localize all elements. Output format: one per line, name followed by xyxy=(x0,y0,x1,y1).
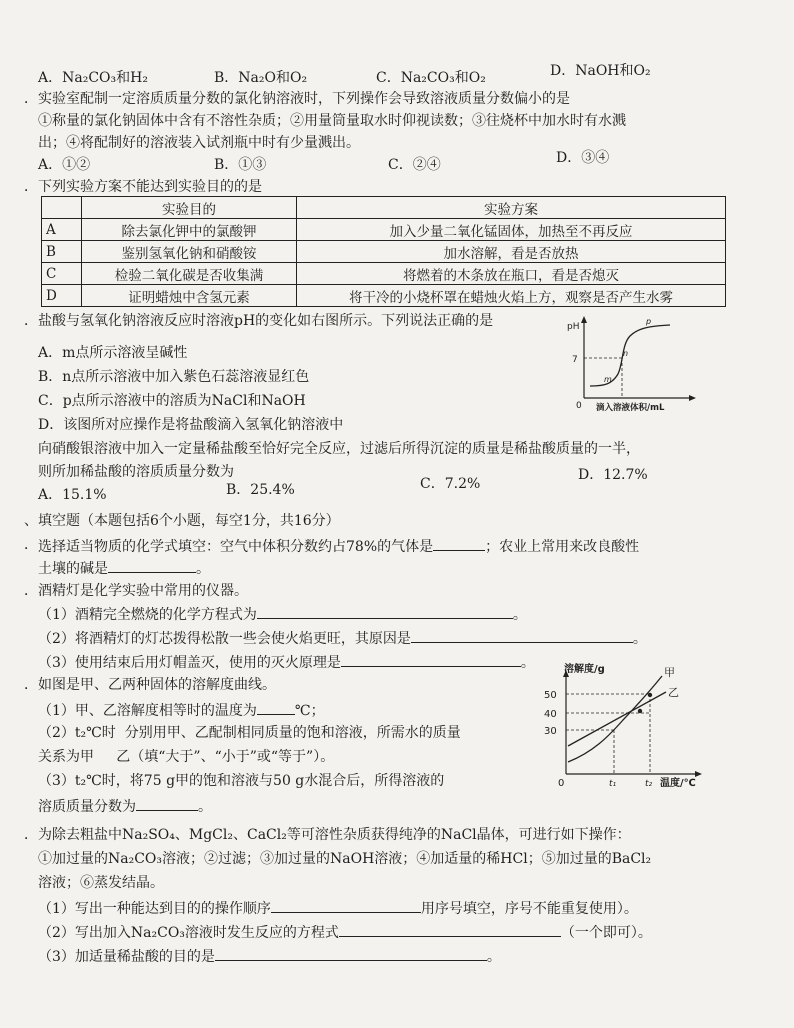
q-formula-line2-text: 土壤的碱是 xyxy=(38,561,108,577)
answer-blank-equation[interactable] xyxy=(257,604,513,619)
q-solub-sub3-end: 。 xyxy=(198,799,212,815)
q-solub-sub2b xyxy=(38,748,334,766)
q-agno3-option-c: C．7.2% xyxy=(420,476,481,492)
answer-blank-gas[interactable] xyxy=(433,536,485,551)
table-cell: 除去氯化钾中的氯酸钾 xyxy=(82,219,297,241)
q-agno3-option-b: B．25.4% xyxy=(226,482,295,498)
q-solub-stem: 如图是甲、乙两种固体的溶解度曲线。 xyxy=(38,677,276,693)
table-cell: 证明蜡烛中含氢元素 xyxy=(82,285,297,307)
ph-x-label: 滴入溶液体积/mL xyxy=(596,403,665,413)
q-table-stem: 下列实验方案不能达到实验目的的是 xyxy=(38,179,262,195)
table-cell: 加水溶解，看是否放热 xyxy=(297,241,726,263)
ph-point-p: p xyxy=(646,317,652,326)
ph-y-label: pH xyxy=(567,322,580,332)
sol-x-arrow xyxy=(695,771,702,777)
q-formula-line1b: ；农业上常用来改良酸性 xyxy=(485,539,640,555)
experiment-table xyxy=(41,196,726,307)
q-lamp-sub2 xyxy=(38,628,647,648)
q-formula-end: 。 xyxy=(196,561,210,577)
table-cell: B xyxy=(42,241,82,263)
q-salt-sub1-text: （1）写出一种能达到目的的操作顺序 xyxy=(38,901,271,917)
q-nacl-stem: 实验室配制一定溶质质量分数的氯化钠溶液时，下列操作会导致溶液质量分数偏小的是 xyxy=(38,91,570,107)
q-salt-sub2-hint: （一个即可）。 xyxy=(560,925,652,941)
solubility-graph xyxy=(538,662,714,790)
q-solub-sub2-hint: 乙（填“大于”、“小于”或“等于”）。 xyxy=(116,749,335,765)
answer-blank-purpose[interactable] xyxy=(215,946,487,961)
q-salt-line1: 为除去粗盐中Na₂SO₄、MgCl₂、CaCl₂等可溶性杂质获得纯净的NaCl晶体，可进行如下操作： xyxy=(38,827,631,843)
table-cell: 加入少量二氧化锰固体，加热至不再反应 xyxy=(297,219,726,241)
q-ph-number: ． xyxy=(24,313,38,329)
q-formula-line1 xyxy=(38,536,639,556)
q-lamp-number: ． xyxy=(24,583,38,599)
q-solub-sub2-relation: 关系为甲 xyxy=(38,749,94,765)
table-row xyxy=(42,285,726,307)
sol-x-tick-t2: t₂ xyxy=(645,779,653,789)
ph-curve-graph xyxy=(560,314,700,414)
section-number: 、 xyxy=(24,513,38,529)
q-salt-sub3-text: （3）加适量稀盐酸的目的是 xyxy=(38,949,215,965)
q-formula-line1a: 选择适当物质的化学式填空：空气中体积分数约占78%的气体是 xyxy=(38,539,434,555)
q-ph-stem: 盐酸与氢氧化钠溶液反应时溶液pH的变化如右图所示。下列说法正确的是 xyxy=(38,313,494,329)
section-title: 填空题（本题包括6个小题，每空1分，共16分） xyxy=(38,513,340,529)
q-nacl-option-a: A．①② xyxy=(38,157,91,173)
q-nacl-line2: ①称量的氯化钠固体中含有不溶性杂质；②用量筒量取水时仰视读数；③往烧杯中加水时有水溅 xyxy=(38,113,626,129)
q-lamp-sub2-end: 。 xyxy=(632,631,647,647)
q-solub-sub2a xyxy=(38,724,461,742)
answer-blank-reason[interactable] xyxy=(411,628,633,643)
sol-y-tick-40: 40 xyxy=(544,709,557,720)
q-nacl-option-b: B．①③ xyxy=(214,157,267,173)
q-salt-sub2-text: （2）写出加入Na₂CO₃溶液时发生反应的方程式 xyxy=(38,925,339,941)
q-solub-sub2-text: 分别用甲、乙配制相同质量的饱和溶液，所需水的质量 xyxy=(124,725,461,741)
sol-point-jia-t2 xyxy=(648,693,652,697)
q-salt-sub1-hint: 用序号填空，序号不能重复使用）。 xyxy=(420,901,638,917)
sol-origin: 0 xyxy=(558,778,565,789)
q-lamp-sub3-end: 。 xyxy=(520,655,535,671)
q-nacl-number: ． xyxy=(24,91,38,107)
prev-option-a: A．Na₂CO₃和H₂ xyxy=(38,70,148,86)
sol-curve-yi xyxy=(568,692,666,746)
table-header-row xyxy=(42,197,726,219)
table-cell: C xyxy=(42,263,82,285)
sol-x-tick-t1: t₁ xyxy=(609,779,617,789)
q-nacl-option-c: C．②④ xyxy=(388,157,441,173)
q-salt-sub1 xyxy=(38,898,638,918)
table-row xyxy=(42,263,726,285)
table-cell: 检验二氧化碳是否收集满 xyxy=(82,263,297,285)
table-header-cell: 实验方案 xyxy=(297,197,726,219)
q-salt-number: ． xyxy=(24,827,38,843)
sol-label-jia: 甲 xyxy=(664,666,675,679)
answer-blank-principle[interactable] xyxy=(341,652,521,667)
prev-option-d: D．NaOH和O₂ xyxy=(550,63,651,79)
table-cell: 鉴别氢氧化钠和硝酸铵 xyxy=(82,241,297,263)
q-formula-line2 xyxy=(38,558,210,578)
ph-y-arrow xyxy=(581,316,587,323)
answer-blank-base[interactable] xyxy=(108,558,196,573)
q-salt-sub3-end: 。 xyxy=(486,949,501,965)
ph-origin: 0 xyxy=(576,401,582,411)
ph-x-arrow xyxy=(689,395,696,401)
sol-x-label: 温度/℃ xyxy=(660,778,696,789)
q-salt-line3: 溶液；⑥蒸发结晶。 xyxy=(38,875,164,891)
q-solub-sub1-text: （1）甲、乙溶解度相等时的温度为 xyxy=(38,703,257,719)
table-cell: 将干冷的小烧杯罩在蜡烛火焰上方，观察是否产生水雾 xyxy=(297,285,726,307)
sol-y-tick-30: 30 xyxy=(544,726,557,737)
answer-blank-fraction[interactable] xyxy=(136,796,198,811)
answer-blank-reaction[interactable] xyxy=(339,922,561,937)
ph-y-tick-7: 7 xyxy=(572,355,578,365)
q-lamp-sub2-text: （2）将酒精灯的灯芯拨得松散一些会使火焰更旺，其原因是 xyxy=(38,631,411,647)
q-salt-sub2 xyxy=(38,922,652,942)
ph-point-n: n xyxy=(623,349,629,358)
q-solub-sub1-unit: ℃； xyxy=(294,703,325,719)
table-header-cell xyxy=(42,197,82,219)
table-row xyxy=(42,241,726,263)
ph-curve xyxy=(590,325,670,386)
q-ph-option-c: C．p点所示溶液中的溶质为NaCl和NaOH xyxy=(38,393,306,409)
q-lamp-stem: 酒精灯是化学实验中常用的仪器。 xyxy=(38,583,248,599)
q-lamp-sub1-end: 。 xyxy=(512,607,527,623)
answer-blank-order[interactable] xyxy=(271,898,421,913)
q-lamp-sub1-text: （1）酒精完全燃烧的化学方程式为 xyxy=(38,607,257,623)
q-solub-sub3b xyxy=(38,796,212,816)
q-agno3-line2: 则所加稀盐酸的溶质质量分数为 xyxy=(38,464,234,480)
q-lamp-sub1 xyxy=(38,604,527,624)
sol-y-tick-50: 50 xyxy=(544,690,557,701)
q-ph-option-b: B．n点所示溶液中加入紫色石蕊溶液显红色 xyxy=(38,369,310,385)
q-table-number: ． xyxy=(24,179,38,195)
sol-y-label: 溶解度/g xyxy=(564,664,605,675)
q-nacl-option-d: D．③④ xyxy=(556,150,610,166)
q-solub-sub1 xyxy=(38,700,325,720)
q-solub-sub3-text: 溶质质量分数为 xyxy=(38,799,136,815)
sol-label-yi: 乙 xyxy=(668,686,679,699)
q-agno3-option-a: A．15.1% xyxy=(38,487,107,503)
q-nacl-line3: 出；④将配制好的溶液装入试剂瓶中时有少量溅出。 xyxy=(38,135,360,151)
prev-option-b: B．Na₂O和O₂ xyxy=(214,70,308,86)
table-row xyxy=(42,219,726,241)
q-ph-option-a: A．m点所示溶液呈碱性 xyxy=(38,345,188,361)
ph-point-m: m xyxy=(604,375,612,384)
q-agno3-line1: 向硝酸银溶液中加入一定量稀盐酸至恰好完全反应，过滤后所得沉淀的质量是稀盐酸质量的一半， xyxy=(38,441,640,457)
q-lamp-sub3 xyxy=(38,652,535,672)
table-header-cell: 实验目的 xyxy=(82,197,297,219)
prev-option-c: C．Na₂CO₃和O₂ xyxy=(376,70,486,86)
q-solub-sub2-prefix: （2）t₂℃时 xyxy=(38,725,116,741)
answer-blank-temperature[interactable] xyxy=(257,700,295,715)
q-agno3-option-d: D．12.7% xyxy=(578,467,648,483)
table-cell: D xyxy=(42,285,82,307)
q-ph-option-d: D．该图所对应操作是将盐酸滴入氢氧化钠溶液中 xyxy=(38,417,344,433)
q-formula-number: ． xyxy=(24,537,38,553)
table-cell: A xyxy=(42,219,82,241)
q-lamp-sub3-text: （3）使用结束后用灯帽盖灭，使用的灭火原理是 xyxy=(38,655,341,671)
table-cell: 将燃着的木条放在瓶口，看是否熄灭 xyxy=(297,263,726,285)
q-salt-sub3 xyxy=(38,946,501,966)
sol-curve-jia xyxy=(568,676,662,762)
q-solub-sub3a: （3）t₂℃时，将75 g甲的饱和溶液与50 g水混合后，所得溶液的 xyxy=(38,773,445,789)
sol-point-yi-t2 xyxy=(638,709,642,713)
q-solub-number: ． xyxy=(24,677,38,693)
q-salt-line2: ①加过量的Na₂CO₃溶液；②过滤；③加过量的NaOH溶液；④加适量的稀HCl；⑤加过量的BaCl₂ xyxy=(38,851,652,867)
